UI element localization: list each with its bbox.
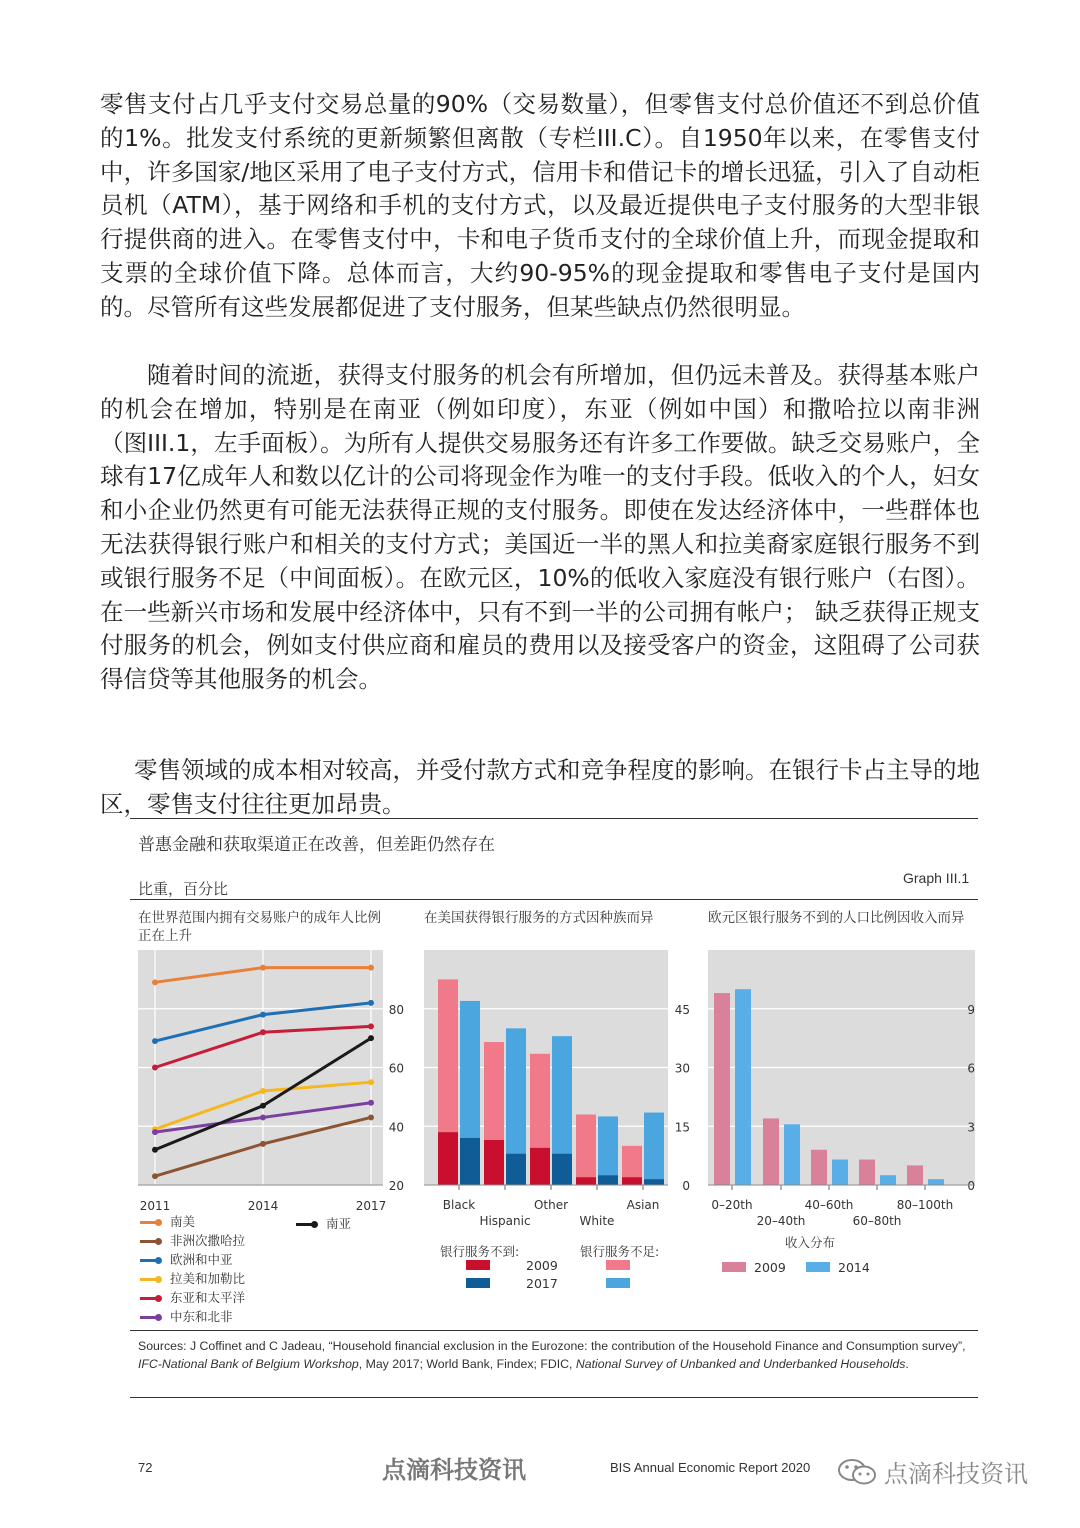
wechat-account-name: 点滴科技资讯 [884,1460,1028,1488]
left-legend-label: 欧洲和中亚 [170,1252,233,1267]
mid-bar-unbanked-2017 [598,1175,618,1185]
left-series-point [368,1079,374,1085]
legend-underbanked-label: 银行服务不足: [580,1244,660,1259]
mid-ytick-label: 30 [674,1061,690,1076]
legend-swatch-underbanked-2017 [606,1278,630,1288]
mid-bar-underbanked-2009 [622,1146,642,1177]
right-ytick-label: 9 [967,1002,975,1017]
left-legend-item [140,1307,233,1325]
left-series-point [368,1023,374,1029]
left-legend-item [140,1231,245,1249]
left-series-point [260,1088,266,1094]
legend-2009-label: 2009 [754,1260,786,1275]
left-series-point [260,1114,266,1120]
left-series-point [368,1000,374,1006]
left-legend-dot [155,1257,162,1264]
right-xtick-label: 0–20th [711,1198,753,1212]
left-legend-label: 东亚和太平洋 [170,1290,246,1305]
mid-bar-underbanked-2009 [530,1054,550,1148]
left-series-point [152,1129,158,1135]
mid-xtick-label: Other [533,1198,569,1212]
left-legend-item [140,1212,195,1230]
legend-swatch-2009 [722,1262,746,1272]
mid-ytick-label: 0 [682,1179,690,1193]
mid-bar-unbanked-2017 [506,1154,526,1185]
left-legend-label: 拉美和加勒比 [170,1271,246,1286]
figure-unit: 比重，百分比 [138,880,229,898]
left-series-point [152,1147,158,1153]
left-legend-label: 非洲次撒哈拉 [170,1233,246,1248]
right-xtick-label: 60–80th [852,1214,902,1228]
mid-bar-underbanked-2017 [598,1116,618,1175]
legend-swatch-unbanked-2009 [466,1260,490,1270]
left-legend-swatch [140,1297,160,1300]
left-legend-item [296,1214,351,1232]
left-series-point [152,1173,158,1179]
right-bar-2014 [735,989,751,1185]
right-bar-2014 [784,1124,800,1185]
paragraph-3: 零售领域的成本相对较高，并受付款方式和竞争程度的影响。在银行卡占主导的地区，零售支付往往更加昂贵。 [100,756,980,818]
legend-year-2009: 2009 [526,1258,558,1273]
sources-note: Sources: J Coffinet and C Jadeau, “Household financial exclusion in the Eurozone: the contribution of the Household Finance and Consumption survey”, IFC-National Bank of Belgium Workshop, May 2017; World Bank, Findex; FDIC, National Survey of Unbanked and Underbanked Households. [138,1339,966,1372]
right-xtick-label: 80–100th [896,1198,954,1212]
legend-swatch-unbanked-2017 [466,1278,490,1288]
graph-id: Graph III.1 [903,870,970,886]
left-legend-item [140,1288,245,1306]
right-bar-2009 [714,993,730,1185]
mid-bar-underbanked-2009 [438,979,458,1132]
mid-bar-underbanked-2017 [644,1113,664,1180]
mid-bar-underbanked-2009 [484,1042,504,1140]
mid-bar-underbanked-2009 [576,1115,596,1178]
left-ytick-label: 60 [388,1061,404,1076]
left-legend-swatch [140,1316,160,1319]
left-legend-swatch [140,1278,160,1281]
left-series-point [368,1100,374,1106]
page-number: 72 [138,1460,153,1475]
paragraph-2: 随着时间的流逝，获得支付服务的机会有所增加，但仍远未普及。获得基本账户的机会在增加，特别是在南亚（例如印度），东亚（例如中国）和撒哈拉以南非洲（图III.1，左手面板）。为所有人提供交易服务还有许多工作要做。缺乏交易账户，全球有17亿成年人和数以亿计的公司将现金作为唯一的支付手段。低收入的个人，妇女和小企业仍然更有可能无法获得正规的支付服务。即使在发达经济体中，一些群体也无法获得银行账户和相关的支付方式；美国近一半的黑人和拉美裔家庭银行服务不到或银行服务不足（中间面板）。在欧元区，10%的低收入家庭没有银行账户（右图）。在一些新兴市场和发展中经济体中，只有不到一半的公司拥有帐户； 缺乏获得正规支付服务的机会，例如支付供应商和雇员的费用以及接受客户的资金，这阻碍了公司获得信贷等其他服务的机会。 [100,361,980,694]
right-ytick-label: 3 [967,1120,975,1135]
right-ytick-label: 6 [967,1061,975,1076]
left-legend-label: 南美 [170,1214,196,1229]
figure-title: 普惠金融和获取渠道正在改善，但差距仍然存在 [138,835,495,855]
right-xtick-label: 20–40th [756,1214,806,1228]
right-bar-2014 [928,1179,944,1185]
mid-bar-unbanked-2009 [530,1148,550,1185]
panel-right-title: 欧元区银行服务不到的人口比例因收入而异 [708,910,965,926]
report-name: BIS Annual Economic Report 2020 [610,1460,811,1475]
left-legend-swatch [140,1221,160,1224]
left-legend-item [140,1269,245,1287]
mid-bar-unbanked-2009 [622,1177,642,1185]
left-series-point [260,965,266,971]
left-legend-swatch [140,1240,160,1243]
left-series-point [368,965,374,971]
right-bar-2014 [880,1175,896,1185]
left-legend-dot [155,1314,162,1321]
left-xtick-label: 2017 [355,1199,387,1213]
left-xtick-label: 2014 [247,1199,279,1213]
mid-ytick-label: 15 [674,1120,690,1135]
mid-bar-unbanked-2017 [644,1179,664,1185]
left-legend-dot [155,1295,162,1302]
left-series-point [152,979,158,985]
watermark-text: 点滴科技资讯 [382,1455,526,1484]
mid-bar-unbanked-2009 [438,1132,458,1185]
legend-2014-label: 2014 [838,1260,870,1275]
left-legend-item [140,1250,233,1268]
left-series-point [152,1038,158,1044]
mid-xtick-label: White [579,1214,615,1228]
right-bar-2014 [832,1160,848,1185]
left-legend-dot [311,1221,318,1228]
right-bar-2009 [811,1150,827,1185]
legend-swatch-2014 [806,1262,830,1272]
mid-xtick-label: Hispanic [479,1214,531,1228]
mid-bar-underbanked-2017 [460,1001,480,1138]
mid-bar-unbanked-2017 [552,1154,572,1185]
mid-bar-unbanked-2017 [460,1138,480,1185]
legend-year-2017: 2017 [526,1276,558,1291]
mid-ytick-label: 45 [674,1002,690,1017]
right-xlabel: 收入分布 [785,1235,836,1250]
paragraph-1: 零售支付占几乎支付交易总量的90%（交易数量），但零售支付总价值还不到总价值的1%。批发支付系统的更新频繁但离散（专栏III.C）。自1950年以来，在零售支付中，许多国家/地区采用了电子支付方式，信用卡和借记卡的增长迅猛，引入了自动柜员机（ATM），基于网络和手机的支付方式，以及最近提供电子支付服务的大型非银行提供商的进入。在零售支付中，卡和电子货币支付的全球价值上升，而现金提取和支票的全球价值下降。总体而言，大约90-95%的现金提取和零售电子支付是国内的。尽管所有这些发展都促进了支付服务，但某些缺点仍然很明显。 [100,90,980,321]
left-series-point [368,1035,374,1041]
mid-bar-unbanked-2009 [484,1140,504,1185]
mid-bar-underbanked-2017 [506,1028,526,1153]
left-legend-dot [155,1276,162,1283]
left-ytick-label: 20 [388,1179,404,1193]
left-series-point [152,1065,158,1071]
panel-mid-title: 在美国获得银行服务的方式因种族而异 [424,910,654,926]
figure-bottom-rule [130,1397,978,1398]
left-series-point [260,1029,266,1035]
right-bar-2009 [907,1165,923,1185]
left-ytick-label: 40 [388,1120,404,1135]
left-legend-label: 中东和北非 [170,1309,233,1324]
mid-bar-unbanked-2009 [576,1177,596,1185]
mid-xtick-label: Asian [626,1198,660,1212]
right-bar-2009 [763,1118,779,1185]
mid-xtick-label: Black [442,1198,476,1212]
legend-swatch-underbanked-2009 [606,1260,630,1270]
left-series-point [260,1141,266,1147]
left-legend-label: 南亚 [326,1216,352,1231]
right-ytick-label: 0 [967,1179,975,1193]
left-series-point [260,1103,266,1109]
wechat-icon [836,1456,880,1492]
left-ytick-label: 80 [388,1002,404,1017]
left-xtick-label: 2011 [139,1199,171,1213]
left-legend-dot [155,1219,162,1226]
left-series-point [260,1012,266,1018]
right-bar-2009 [859,1160,875,1185]
left-legend-swatch [296,1223,316,1226]
right-xtick-label: 40–60th [804,1198,854,1212]
legend-unbanked-label: 银行服务不到: [440,1244,520,1259]
left-legend-dot [155,1238,162,1245]
sources-rule [130,1330,978,1331]
panel-left-title: 在世界范围内拥有交易账户的成年人比例正在上升 [138,910,381,944]
left-legend-swatch [140,1259,160,1262]
left-series-point [368,1114,374,1120]
mid-bar-underbanked-2017 [552,1036,572,1154]
